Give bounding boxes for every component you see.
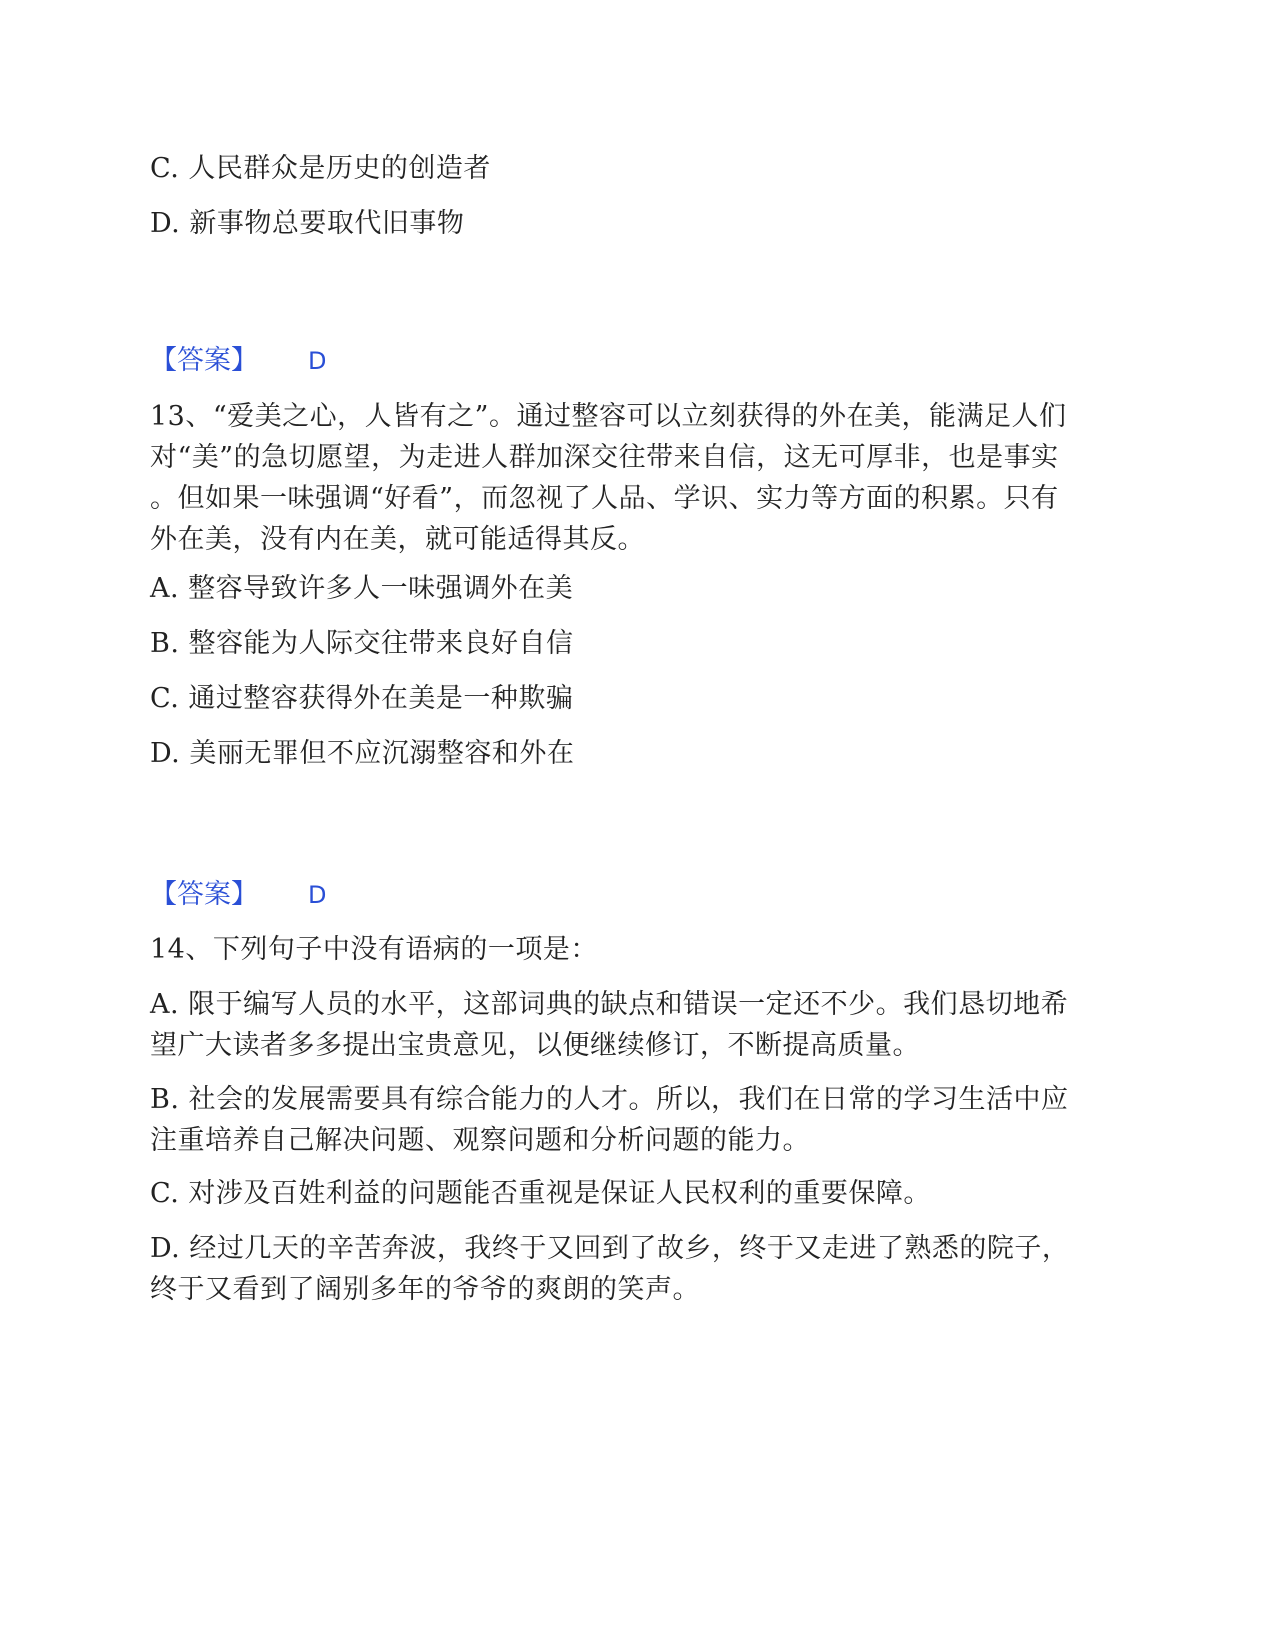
q14-option-b xyxy=(150,1079,1110,1161)
q14-option-b-line: B. 社会的发展需要具有综合能力的人才。所以，我们在日常的学习生活中应 xyxy=(150,1084,1069,1115)
q14-option-a xyxy=(150,984,1110,1066)
q14-option-b-line: 注重培养自己解决问题、观察问题和分析问题的能力。 xyxy=(150,1125,810,1156)
q13-option-c: C. 通过整容获得外在美是一种欺骗 xyxy=(150,683,574,714)
answer-value: D xyxy=(308,881,327,909)
q13-option-d: D. 美丽无罪但不应沉溺整容和外在 xyxy=(150,738,575,769)
q14-option-c: C. 对涉及百姓利益的问题能否重视是保证人民权利的重要保障。 xyxy=(150,1178,931,1209)
q13-stem-line: 13、“爱美之心，人皆有之”。通过整容可以立刻获得的外在美，能满足人们 xyxy=(150,401,1067,432)
answer-13 xyxy=(150,874,326,916)
q13-stem-line: 外在美，没有内在美，就可能适得其反。 xyxy=(150,524,645,555)
q13-stem-line: 。但如果一味强调“好看”，而忽视了人品、学识、实力等方面的积累。只有 xyxy=(150,483,1059,514)
q12-option-d: D. 新事物总要取代旧事物 xyxy=(150,208,465,239)
q14-option-d-line: 终于又看到了阔别多年的爷爷的爽朗的笑声。 xyxy=(150,1274,700,1305)
q14-option-d-line: D. 经过几天的辛苦奔波，我终于又回到了故乡，终于又走进了熟悉的院子， xyxy=(150,1233,1070,1264)
q14-option-d xyxy=(150,1228,1110,1310)
q14-option-a-line: 望广大读者多多提出宝贵意见，以便继续修订，不断提高质量。 xyxy=(150,1030,920,1061)
answer-value: D xyxy=(308,347,327,375)
answer-label: 【答案】 xyxy=(150,345,258,376)
q14-stem: 14、下列句子中没有语病的一项是： xyxy=(150,934,598,965)
answer-label: 【答案】 xyxy=(150,879,258,910)
q14-option-a-line: A. 限于编写人员的水平，这部词典的缺点和错误一定还不少。我们恳切地希 xyxy=(150,989,1069,1020)
q13-option-b: B. 整容能为人际交往带来良好自信 xyxy=(150,628,574,659)
q13-stem xyxy=(150,396,1110,560)
q12-option-c: C. 人民群众是历史的创造者 xyxy=(150,153,491,184)
q13-stem-line: 对“美”的急切愿望，为走进人群加深交往带来自信，这无可厚非，也是事实 xyxy=(150,442,1059,473)
answer-12 xyxy=(150,340,326,382)
q13-option-a: A. 整容导致许多人一味强调外在美 xyxy=(150,573,574,604)
